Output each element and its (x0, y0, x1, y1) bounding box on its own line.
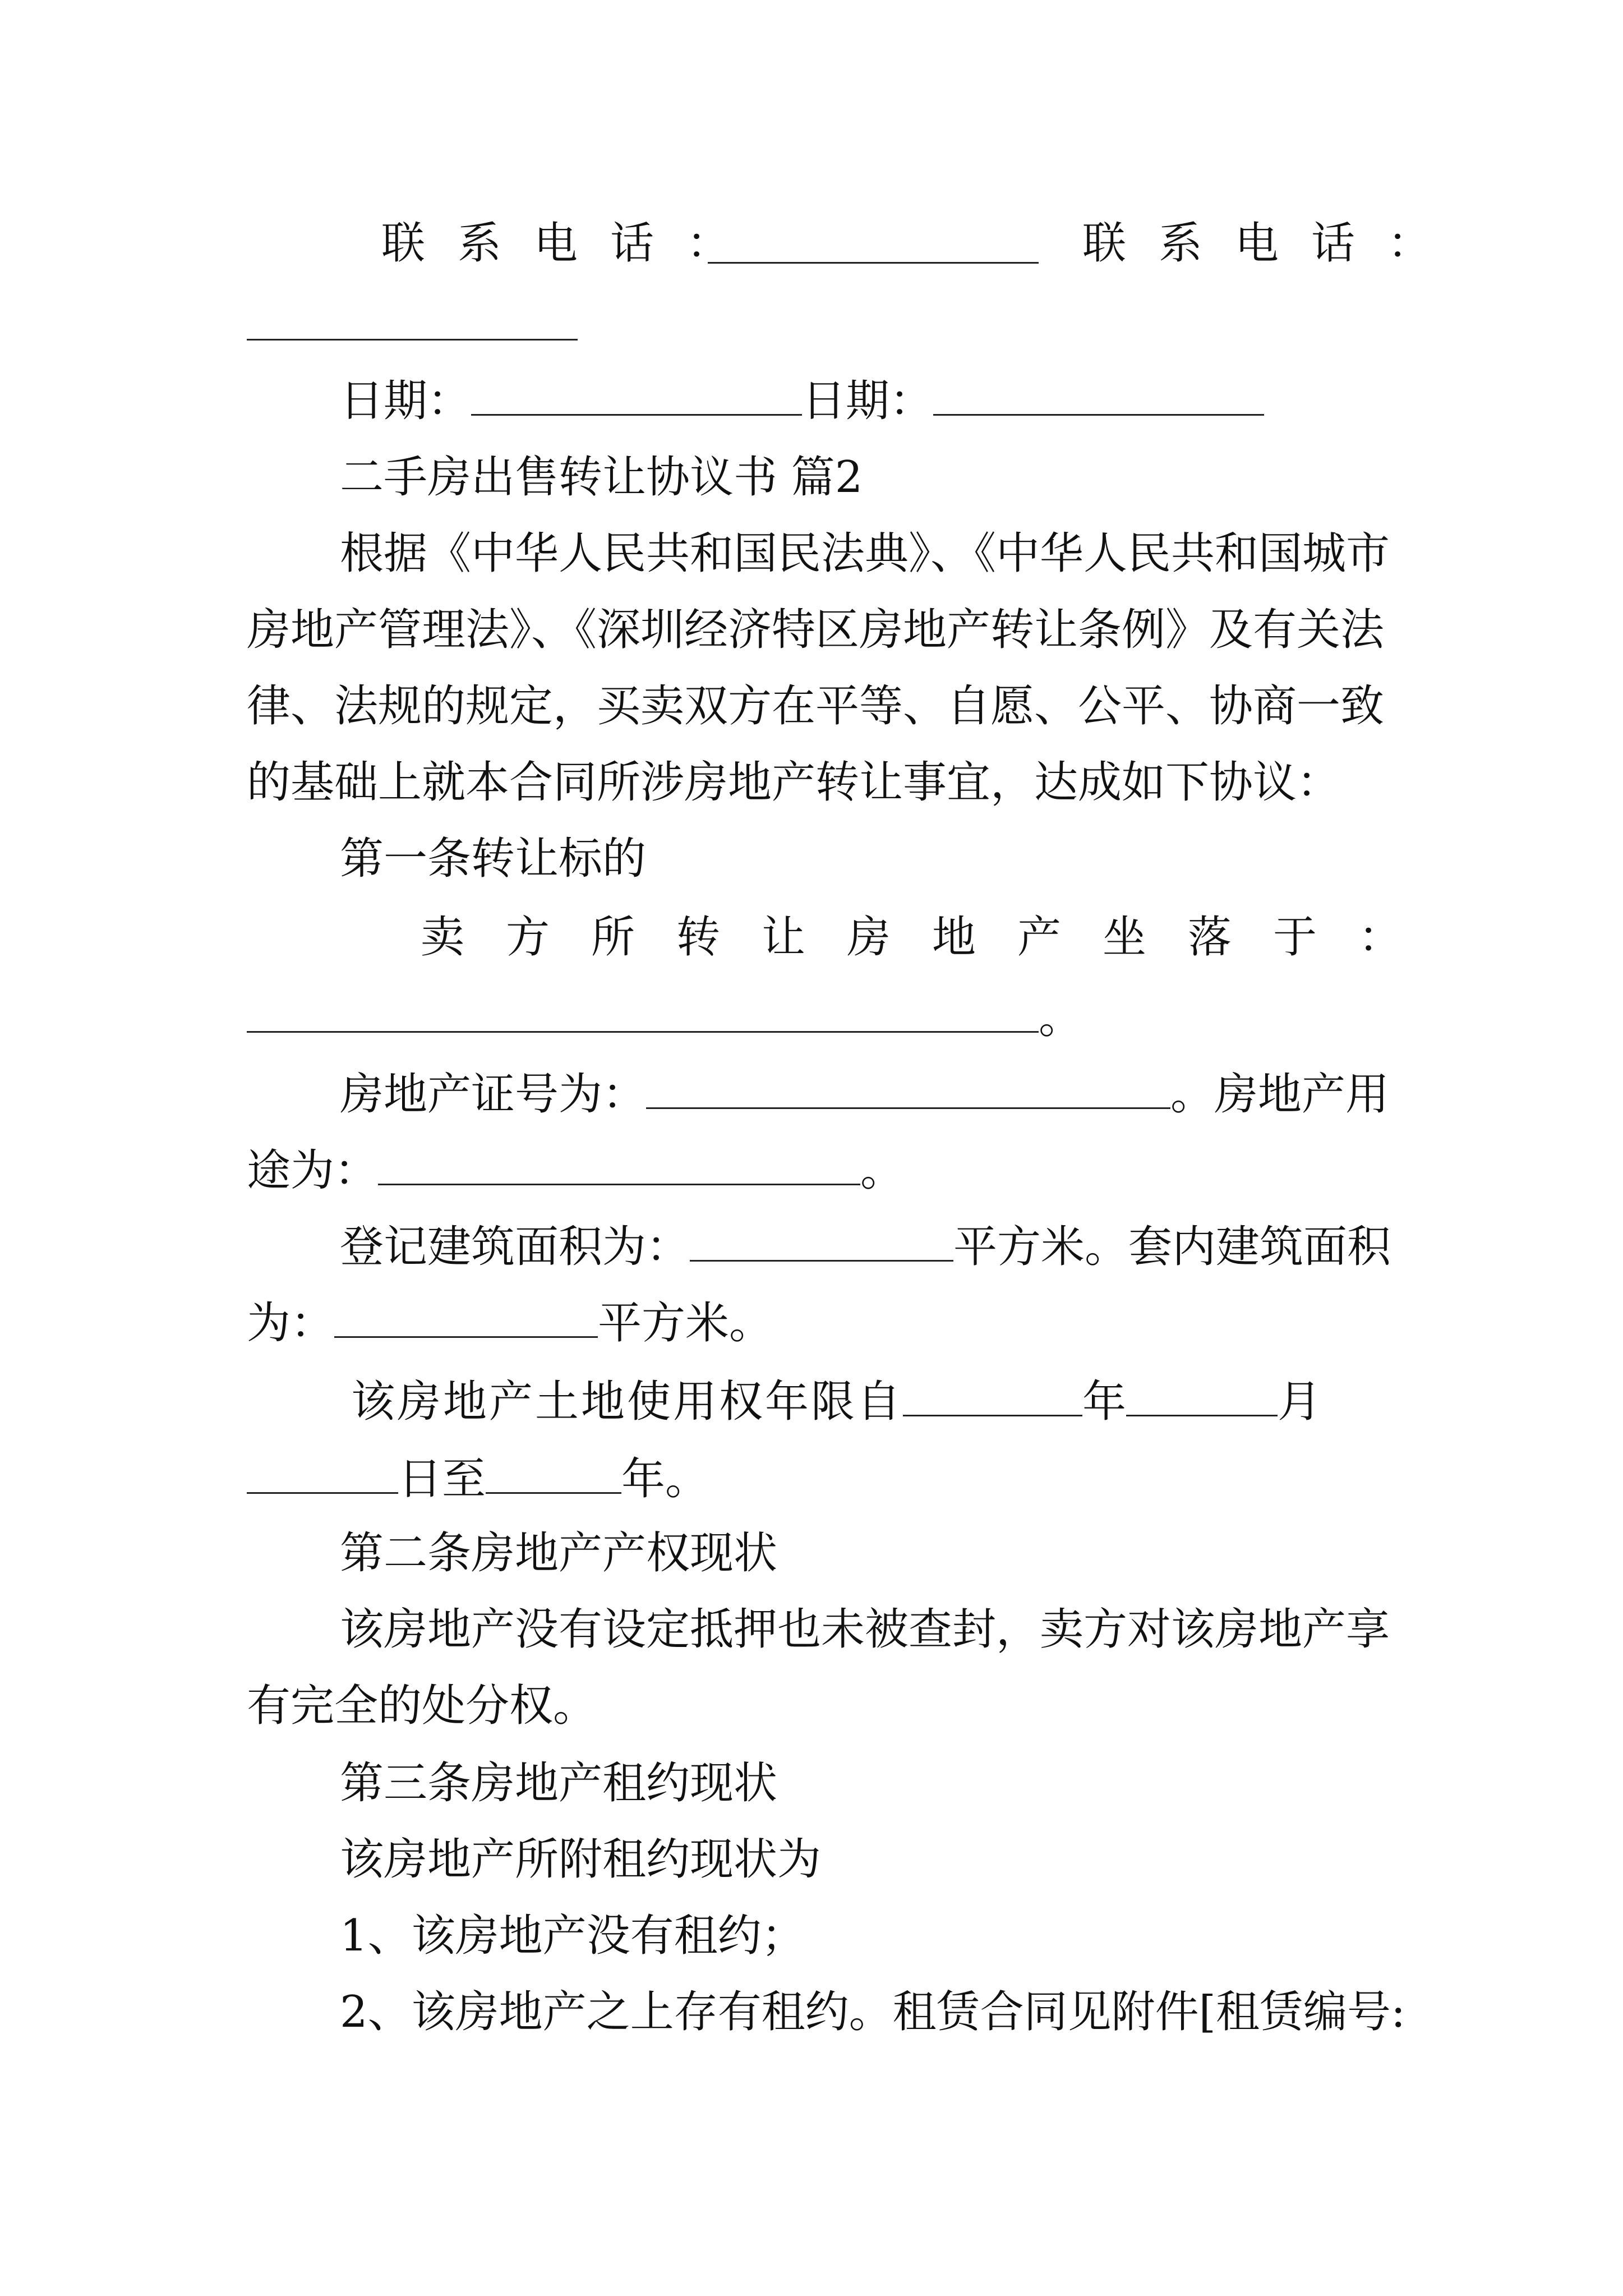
intro-text-1: 根据《中华人民共和国民法典》、《中华人民共和国城市 (340, 528, 1390, 579)
location-row (247, 993, 1083, 1043)
area-blank[interactable] (690, 1223, 953, 1262)
land-month-blank[interactable] (1126, 1378, 1278, 1416)
date-row (340, 376, 1264, 426)
cert-tail: 。房地产用 (1170, 1069, 1390, 1120)
date-label-2: 日期： (802, 376, 934, 426)
use-label: 途为： (247, 1145, 379, 1196)
article1-title: 第一条转让标的 (340, 834, 647, 884)
cert-blank[interactable] (646, 1070, 1170, 1109)
article3-item-1: 1、该房地产没有租约； (340, 1911, 805, 1961)
land-day-to: 日至 (398, 1454, 486, 1504)
use-row (247, 1145, 905, 1196)
land-end-blank[interactable] (486, 1455, 621, 1494)
area-label: 登记建筑面积为： (340, 1222, 690, 1272)
section-title: 二手房出售转让协议书 篇2 (340, 452, 863, 503)
land-day-blank[interactable] (247, 1455, 398, 1494)
use-end: 。 (860, 1145, 905, 1196)
land-year: 年 (1082, 1377, 1127, 1427)
inner-area-row (247, 1298, 773, 1349)
cert-row (340, 1069, 1390, 1120)
article3-item-2: 2、该房地产之上存有租约。租赁合同见附件[租赁编号: (340, 1987, 1406, 2037)
land-row (351, 1377, 1322, 1427)
inner-area-blank[interactable] (334, 1299, 598, 1338)
inner-unit: 平方米。 (598, 1298, 773, 1349)
inner-label: 为： (247, 1298, 335, 1349)
article3-title: 第三条房地产租约现状 (340, 1758, 778, 1809)
intro-line-4: 的基础上就本合同所涉房地产转让事宜，达成如下协议： (247, 757, 1341, 808)
date-blank-2[interactable] (933, 377, 1264, 416)
intro-line-3: 律、法规的规定，买卖双方在平等、自愿、公平、协商一致 (247, 681, 1385, 731)
article3-intro: 该房地产所附租约现状为 (340, 1834, 822, 1885)
use-blank[interactable] (378, 1147, 860, 1185)
land-label: 该房地产土地使用权年限自 (351, 1377, 903, 1427)
location-blank[interactable] (247, 994, 1039, 1033)
contact-phone-label-right: 联系电话： (1082, 218, 1464, 269)
land-year-blank[interactable] (903, 1378, 1082, 1416)
contact-phone-blank-right[interactable] (247, 339, 578, 341)
intro-line-1 (340, 528, 1394, 579)
location-label: 卖方所转让房地产坐落于： (421, 912, 1444, 963)
location-end: 。 (1039, 993, 1083, 1043)
date-blank-1[interactable] (471, 377, 802, 416)
land-end: 年。 (621, 1454, 709, 1504)
article2-title: 第二条房地产产权现状 (340, 1528, 778, 1579)
land-row-2 (247, 1454, 709, 1504)
area-tail: 平方米。套内建筑面积 (953, 1222, 1391, 1272)
date-label-1: 日期： (340, 376, 472, 426)
intro-line-2: 房地产管理法》、《深圳经济特区房地产转让条例》及有关法 (247, 605, 1385, 655)
contact-phone-label-left: 联系电话： (381, 218, 763, 269)
contact-phone-blank-left[interactable] (708, 262, 1039, 264)
land-month: 月 (1278, 1377, 1322, 1427)
article2-body-2: 有完全的处分权。 (247, 1681, 597, 1731)
area-row (340, 1222, 1391, 1272)
article2-body-1: 该房地产没有设定抵押也未被查封，卖方对该房地产享 (340, 1604, 1390, 1655)
cert-label: 房地产证号为： (340, 1069, 647, 1120)
